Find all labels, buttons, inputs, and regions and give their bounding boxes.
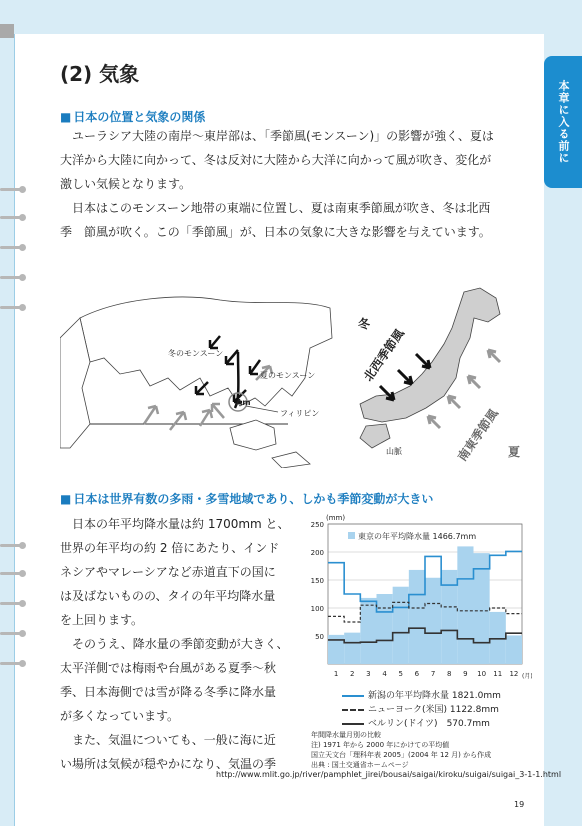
tokyo-bar — [506, 635, 522, 664]
x-tick-label: 12 — [509, 670, 519, 678]
tokyo-bar — [360, 598, 376, 664]
philippines-label: フィリピン — [280, 409, 320, 418]
y-tick-label: 200 — [310, 549, 324, 557]
page-number: 19 — [514, 800, 525, 809]
section-heading-rainfall: ■ 日本は世界有数の多雨・多雪地域であり、しかも季節変動が大きい — [60, 490, 433, 507]
y-tick-label: 50 — [315, 633, 324, 641]
x-tick-label: 6 — [414, 670, 420, 678]
summer-label: 夏 — [508, 445, 521, 459]
tokyo-legend-label: 東京の年平均降水量 1466.7mm — [358, 532, 477, 541]
x-ticks — [334, 670, 519, 678]
page-top-tab — [0, 24, 14, 38]
chart-svg — [300, 514, 532, 684]
australia-outline — [272, 452, 310, 468]
body-line: は及ばないものの、タイの年平均降水量 — [60, 589, 276, 603]
x-tick-label: 2 — [350, 670, 355, 678]
tokyo-bar — [490, 612, 506, 664]
y-axis-unit: (mm) — [326, 514, 346, 522]
binder-ring — [0, 246, 22, 249]
tokyo-bar — [344, 633, 360, 664]
note-line: 年間降水量月別の比較 — [311, 731, 381, 739]
tokyo-bar — [457, 546, 473, 664]
body-line: 世界の年平均の約 2 倍にあたり、インド — [60, 541, 280, 555]
se-wind-label: 南東季節風 — [454, 406, 501, 464]
x-axis-unit: (月) — [522, 673, 532, 680]
summer-monsoon-label: 夏のモンスーン — [260, 371, 316, 380]
precipitation-chart — [300, 514, 532, 764]
body-line: 激しい気候となります。 — [60, 177, 192, 191]
x-tick-label: 1 — [333, 670, 339, 678]
y-tick-label: 100 — [310, 605, 324, 613]
x-tick-label: 11 — [493, 670, 503, 678]
note-line: 国立天文台「理科年表 2005」(2004 年 12 月) から作成 — [311, 751, 492, 759]
legend-swatch-berlin — [342, 723, 364, 725]
x-tick-label: 4 — [382, 670, 387, 678]
arrow-icon — [170, 412, 186, 430]
kyushu-outline — [360, 424, 390, 448]
binder-ring — [0, 544, 22, 547]
am-label: Am — [236, 398, 251, 407]
arrow-icon — [398, 370, 412, 384]
arrow-icon — [428, 416, 440, 428]
legend-berlin — [342, 716, 490, 729]
tokyo-bar — [441, 570, 457, 664]
body-line: 大洋から大陸に向かって、冬は反対に大陸から大洋に向かって風が吹き、変化が — [60, 153, 492, 167]
body-line: が多くなっています。 — [60, 709, 180, 723]
body-line: い場所は気候が穏やかになり、気温の季 — [60, 757, 277, 771]
japan-map — [358, 288, 520, 464]
note-line: 出典 : 国土交通省ホームページ — [311, 761, 409, 769]
legend-swatch-newyork — [342, 709, 364, 711]
winter-monsoon-label: 冬のモンスーン — [168, 349, 224, 358]
binder-ring — [0, 632, 22, 635]
section-heading-climate: ■ 日本の位置と気象の関係 — [60, 108, 205, 125]
binder-ring — [0, 188, 22, 191]
mountains-label: 山脈 — [386, 447, 402, 456]
tokyo-bar — [474, 553, 490, 664]
side-tab-label: 本章に入る前に — [557, 80, 570, 164]
body-line: 季、日本海側では雪が降る冬季に降水量 — [60, 685, 277, 699]
arrow-icon — [448, 396, 460, 408]
note-line: 注) 1971 年から 2000 年にかけての平均値 — [311, 741, 450, 749]
legend-newyork — [342, 702, 499, 715]
binder-ring — [0, 572, 22, 575]
body-line: 季 節風が吹く。この「季節風」が、日本の気象に大きな影響を与えています。 — [60, 225, 491, 239]
y-tick-label: 150 — [310, 577, 324, 585]
binder-ring — [0, 276, 22, 279]
tokyo-bar — [377, 594, 393, 664]
body-line: を上回ります。 — [60, 613, 144, 627]
x-tick-label: 8 — [447, 670, 452, 678]
body-line: また、気温についても、一般に海に近 — [60, 733, 276, 747]
legend-niigata — [342, 688, 501, 701]
monsoon-maps — [60, 278, 530, 468]
arrow-icon — [416, 354, 430, 368]
arrow-icon — [488, 350, 500, 362]
binder-ring — [0, 662, 22, 665]
page-title: (2) 気象 — [60, 62, 140, 86]
map-figure — [60, 278, 530, 468]
body-line: 日本の年平均降水量は約 1700mm と、 — [60, 517, 290, 531]
x-tick-label: 3 — [366, 670, 371, 678]
section2-body — [60, 512, 298, 776]
x-tick-label: 5 — [398, 670, 403, 678]
y-tick-label: 250 — [310, 521, 324, 529]
binder-ring — [0, 306, 22, 309]
asia-map — [60, 297, 332, 468]
binder-ring — [0, 602, 22, 605]
legend-label: ニューヨーク(米国) 1122.8mm — [368, 705, 499, 715]
source-url[interactable]: http://www.mlit.go.jp/river/pamphlet_jirei/bousai/saigai/kiroku/suigai/suigai_3-1-1.html — [216, 770, 562, 779]
binder-ring — [0, 216, 22, 219]
chapter-side-tab[interactable] — [544, 56, 582, 188]
body-line: 太平洋側では梅雨や台風がある夏季〜秋 — [60, 661, 277, 675]
body-line: そのうえ、降水量の季節変動が大きく、 — [60, 637, 289, 651]
x-tick-label: 7 — [430, 670, 436, 678]
nw-wind-label: 北西季節風 — [360, 326, 407, 384]
tokyo-bar — [425, 578, 441, 664]
body-line: ユーラシア大陸の南岸〜東岸部は、「季節風(モンスーン)」の影響が強く、夏は — [60, 129, 494, 143]
body-line: ネシアやマレーシアなど赤道直下の国に — [60, 565, 276, 579]
x-tick-label: 10 — [477, 670, 487, 678]
body-line: 日本はこのモンスーン地帯の東端に位置し、夏は南東季節風が吹き、冬は北西 — [60, 201, 491, 215]
x-tick-label: 9 — [463, 670, 468, 678]
tokyo-legend-swatch — [348, 532, 355, 539]
leader-line — [246, 406, 278, 412]
tokyo-bar — [393, 587, 409, 664]
arrow-icon — [144, 406, 158, 424]
legend-swatch-niigata — [342, 695, 364, 697]
tokyo-bar — [409, 570, 425, 664]
arrow-icon — [212, 404, 224, 418]
section1-body — [60, 124, 526, 244]
legend-label: ベルリン(ドイツ) 570.7mm — [368, 719, 490, 729]
legend-label: 新潟の年平均降水量 1821.0mm — [368, 691, 501, 701]
winter-label: 冬 — [358, 317, 371, 331]
arrow-icon — [468, 376, 480, 388]
